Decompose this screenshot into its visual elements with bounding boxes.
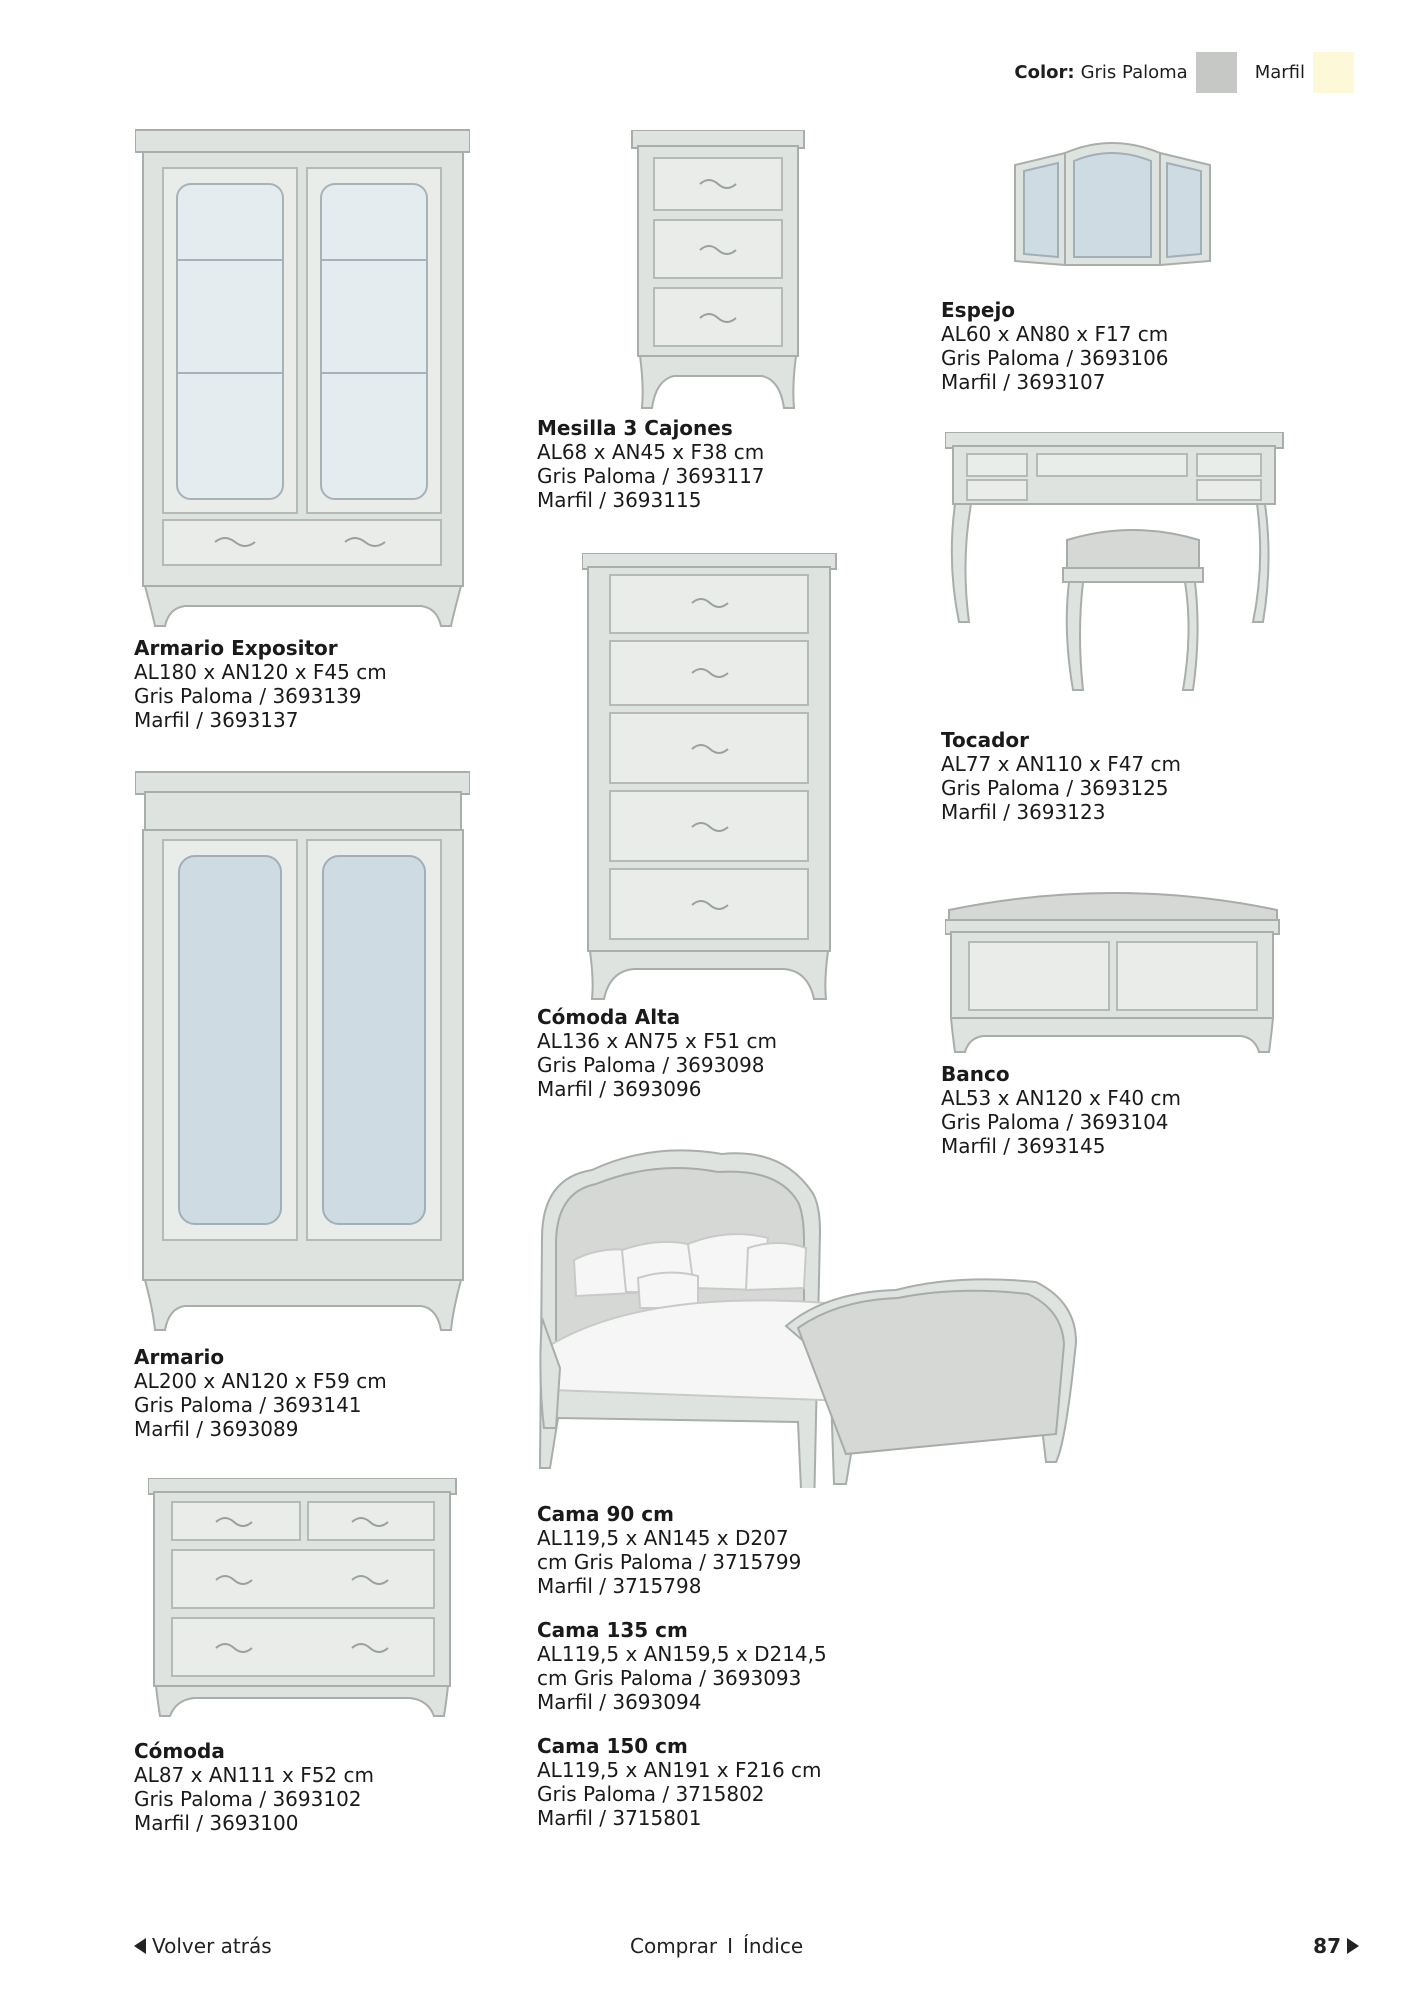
product-cama-150	[537, 1734, 822, 1830]
product-dimensions: AL119,5 x AN159,5 x D214,5	[537, 1642, 827, 1666]
product-name: Espejo	[941, 298, 1016, 322]
product-ref-marfil: Marfil / 3693096	[537, 1077, 702, 1101]
product-armario	[134, 1345, 387, 1441]
product-armario-expositor	[134, 636, 387, 732]
product-dimensions: AL60 x AN80 x F17 cm	[941, 322, 1169, 346]
color-selector	[1014, 52, 1354, 93]
cama-image	[538, 1148, 1083, 1488]
swatch-marfil[interactable]	[1313, 52, 1354, 93]
product-espejo	[941, 298, 1169, 394]
product-ref-marfil: Marfil / 3693137	[134, 708, 299, 732]
product-name: Mesilla 3 Cajones	[537, 416, 733, 440]
product-name: Armario Expositor	[134, 636, 338, 660]
buy-link[interactable]: Comprar	[630, 1934, 718, 1958]
comoda-image	[148, 1478, 458, 1718]
product-ref-gris: Gris Paloma / 3693117	[537, 464, 765, 488]
arrow-left-icon	[134, 1938, 146, 1954]
color-label: Color:	[1014, 62, 1075, 83]
product-dimensions: AL136 x AN75 x F51 cm	[537, 1029, 777, 1053]
product-ref-gris: Gris Paloma / 3693106	[941, 346, 1169, 370]
product-dimensions: AL77 x AN110 x F47 cm	[941, 752, 1181, 776]
product-ref-marfil: Marfil / 3693107	[941, 370, 1106, 394]
swatch-gris-paloma[interactable]	[1196, 52, 1237, 93]
product-cama-135	[537, 1618, 827, 1714]
tocador-image	[945, 432, 1285, 722]
product-name: Cama 150 cm	[537, 1734, 688, 1758]
back-link[interactable]	[134, 1934, 272, 1958]
product-ref-gris: Gris Paloma / 3693141	[134, 1393, 362, 1417]
product-ref-gris: Gris Paloma / 3693102	[134, 1787, 362, 1811]
espejo-image	[1010, 135, 1215, 275]
product-dimensions: AL119,5 x AN145 x D207	[537, 1526, 789, 1550]
product-comoda	[134, 1739, 374, 1835]
product-ref-gris: cm Gris Paloma / 3715799	[537, 1550, 802, 1574]
footer-center-links	[630, 1934, 803, 1958]
product-ref-gris: Gris Paloma / 3693139	[134, 684, 362, 708]
back-label: Volver atrás	[152, 1934, 272, 1958]
mesilla-image	[628, 130, 808, 410]
product-ref-marfil: Marfil / 3715798	[537, 1574, 702, 1598]
product-dimensions: AL87 x AN111 x F52 cm	[134, 1763, 374, 1787]
product-dimensions: AL68 x AN45 x F38 cm	[537, 440, 765, 464]
product-cama-90	[537, 1502, 801, 1598]
product-name: Tocador	[941, 728, 1029, 752]
footer-separator: I	[727, 1934, 733, 1958]
product-name: Cómoda	[134, 1739, 225, 1763]
armario-expositor-image	[135, 128, 470, 628]
color-option-marfil-label: Marfil	[1254, 62, 1305, 83]
product-ref-marfil: Marfil / 3693123	[941, 800, 1106, 824]
product-ref-gris: Gris Paloma / 3715802	[537, 1782, 765, 1806]
page-number: 87	[1313, 1934, 1341, 1958]
index-link[interactable]: Índice	[743, 1934, 804, 1958]
product-ref-gris: Gris Paloma / 3693098	[537, 1053, 765, 1077]
product-ref-marfil: Marfil / 3693100	[134, 1811, 299, 1835]
product-ref-marfil: Marfil / 3693089	[134, 1417, 299, 1441]
product-dimensions: AL119,5 x AN191 x F216 cm	[537, 1758, 822, 1782]
comoda-alta-image	[582, 553, 837, 1003]
product-mesilla	[537, 416, 765, 512]
product-tocador	[941, 728, 1181, 824]
color-option-gris-label: Gris Paloma	[1080, 62, 1188, 83]
banco-image	[945, 888, 1280, 1053]
product-dimensions: AL53 x AN120 x F40 cm	[941, 1086, 1181, 1110]
product-ref-gris: Gris Paloma / 3693104	[941, 1110, 1169, 1134]
product-name: Cama 90 cm	[537, 1502, 674, 1526]
product-ref-gris: cm Gris Paloma / 3693093	[537, 1666, 802, 1690]
product-name: Armario	[134, 1345, 225, 1369]
product-ref-marfil: Marfil / 3693094	[537, 1690, 702, 1714]
armario-image	[135, 770, 470, 1335]
arrow-right-icon	[1347, 1938, 1359, 1954]
next-page-link[interactable]	[1313, 1934, 1359, 1958]
product-banco	[941, 1062, 1181, 1158]
product-name: Banco	[941, 1062, 1010, 1086]
product-dimensions: AL200 x AN120 x F59 cm	[134, 1369, 387, 1393]
product-comoda-alta	[537, 1005, 777, 1101]
product-dimensions: AL180 x AN120 x F45 cm	[134, 660, 387, 684]
product-ref-gris: Gris Paloma / 3693125	[941, 776, 1169, 800]
product-ref-marfil: Marfil / 3715801	[537, 1806, 702, 1830]
product-ref-marfil: Marfil / 3693145	[941, 1134, 1106, 1158]
product-name: Cómoda Alta	[537, 1005, 681, 1029]
product-ref-marfil: Marfil / 3693115	[537, 488, 702, 512]
product-name: Cama 135 cm	[537, 1618, 688, 1642]
